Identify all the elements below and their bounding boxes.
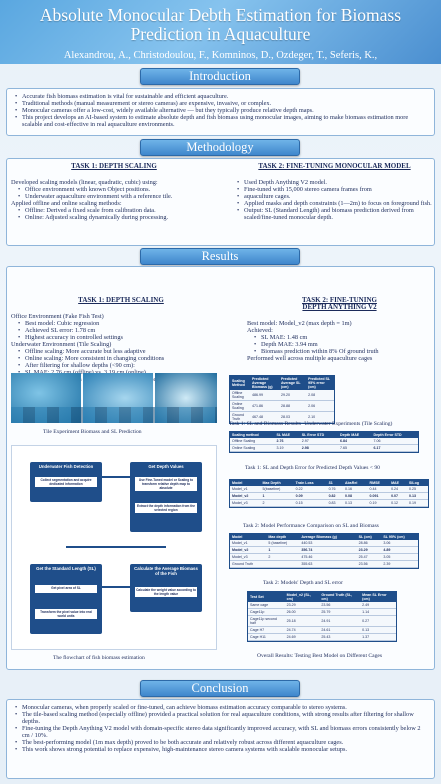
introduction-box xyxy=(6,88,435,136)
table-5-caption: Overall Results: Testing Best Model on Different Cages xyxy=(257,653,383,659)
list-item: • The best-performing model (1m max depth) proved to be both accurate and relatively robust across different aquaculture cages. xyxy=(15,739,426,746)
list-item: • Online: Adjusted scaling dynamically during processing. xyxy=(11,214,217,221)
list-item: • This work shows strong potential to replace expensive, high-maintenance stereo camera systems with scalable monocular setups. xyxy=(15,746,426,753)
table-cell: 486.99 xyxy=(250,390,279,401)
methodology-task1-intro2: Applied offline and online scaling methods: xyxy=(11,200,122,207)
table-3 xyxy=(229,479,429,508)
table-header: Max Depth xyxy=(261,480,294,486)
table-row xyxy=(230,547,418,554)
table-header: Predicted SL 95% error (cm) xyxy=(306,376,334,390)
achieved-label: Achieved: xyxy=(247,327,273,334)
results-banner: Results xyxy=(140,248,300,265)
flow-box-biomass xyxy=(130,564,202,612)
table-cell: 3.05 xyxy=(381,554,418,561)
table-header: Depth MAE xyxy=(338,432,371,438)
table-cell: 3.06 xyxy=(381,540,418,547)
list-item: • Offline: Derived a fixed scale from calibration data. xyxy=(11,207,217,214)
table-header: Predicted Average SL (cm) xyxy=(279,376,306,390)
table-header: Scaling Method xyxy=(230,376,250,390)
office-heading: Office Environment (Fake Fish Test) xyxy=(11,313,104,320)
flow-box-sl-title: Get the Standard Length (SL) xyxy=(36,566,96,571)
table-cell: 7.65 xyxy=(338,445,371,452)
table-cell: 1.37 xyxy=(360,634,396,641)
table-cell: 2 xyxy=(266,554,299,561)
title-line-2: Prediction in Aquaculture xyxy=(130,24,311,44)
list-item: • After filtering for shallow depths (<90 cm): xyxy=(11,362,231,369)
table-cell: 0.27 xyxy=(360,616,396,627)
table-cell: 471.86 xyxy=(250,401,279,412)
flow-inner-sl-a: Get pixel area of SL xyxy=(34,584,98,594)
table-cell: 5 (baseline) xyxy=(266,540,299,547)
table-cell: 24.61 xyxy=(319,627,360,634)
table-cell: Model_v2 xyxy=(230,547,266,554)
methodology-task1-list2 xyxy=(11,207,217,221)
table-cell: Online Scaling xyxy=(230,445,274,452)
conclusion-banner: Conclusion xyxy=(140,680,300,697)
table-header: SL Error STD xyxy=(300,432,338,438)
table-cell: 0.07 xyxy=(389,493,407,500)
flow-inner-depth-a: Use Fine-Tuned model or Scaling to transform relative depth map to absolute xyxy=(134,476,198,492)
table-cell: 28.86 xyxy=(357,540,382,547)
table-cell: 28.03 xyxy=(279,412,306,423)
flow-box-detection-title: Underwater Fish Detection xyxy=(38,464,94,469)
list-item: • Used Depth Anything V2 model. xyxy=(237,179,432,186)
underwater-heading: Underwater Environment (Tile Scaling) xyxy=(11,341,112,348)
table-header: AbsRel xyxy=(343,480,368,486)
methodology-task1 xyxy=(11,163,217,221)
table-header: MAE xyxy=(389,480,407,486)
table-cell: 2.76 xyxy=(274,438,299,445)
results-task1-title: TASK 1: DEPTH SCALING xyxy=(78,296,164,304)
table-header: SILog xyxy=(407,480,428,486)
methodology-task2 xyxy=(237,163,432,221)
authors: Alexandrou, A., Christodoulou, F., Komninos, D., Ozdeger, T., Seferis, K., xyxy=(63,50,378,61)
results-task2 xyxy=(247,297,432,362)
table-header: Mean SL Error (cm) xyxy=(360,592,396,602)
table-cell: 0.25 xyxy=(407,486,428,493)
poster-header xyxy=(0,0,441,64)
table-cell: 0.15 xyxy=(294,500,327,507)
flow-inner-sl-b: Transform the pixel value into real world units xyxy=(34,608,98,620)
poster-title xyxy=(0,0,441,44)
flow-box-depth-title: Get Depth Values xyxy=(148,464,184,469)
table-header: Test Set xyxy=(248,592,285,602)
table-cell: 24.91 xyxy=(319,616,360,627)
table-cell xyxy=(266,561,299,568)
task2-summary: Performed well across multiple aquaculture cages xyxy=(247,355,373,362)
table-header: Model xyxy=(230,480,261,486)
list-item: • Fine-tuned with 15,000 stereo camera frames from xyxy=(237,186,432,193)
table-cell: Ground Truth xyxy=(230,412,250,423)
flow-inner-detection: Collect segmentation and acquire dedicated information xyxy=(34,476,98,488)
list-item: • Achieved SL error: 1.78 cm xyxy=(11,327,231,334)
table-cell: Online Scaling xyxy=(230,401,250,412)
methodology-task2-title: TASK 2: FINE-TUNING MONOCULAR MODEL xyxy=(258,162,411,170)
table-cell: 23.56 xyxy=(319,602,360,609)
methodology-task1-list1 xyxy=(11,186,217,200)
table-cell: 0.44 xyxy=(368,486,390,493)
table-row xyxy=(230,554,418,561)
table-cell: 0.13 xyxy=(360,627,396,634)
table-cell: 0.13 xyxy=(407,493,428,500)
list-item: • Highest accuracy in controlled settings xyxy=(11,334,231,341)
table-header: Average Biomass (g) xyxy=(299,534,356,540)
results-box xyxy=(6,266,435,670)
table-row xyxy=(248,616,396,627)
table-1-caption: Task 1: SL and Biomass Results -Underwater Experiments (Tile Scaling) xyxy=(229,421,393,427)
list-item: • This project develops an AI-based system to estimate absolute depth and fish biomass using monocular images, aiming to make biomass estimation more scalable and cost-effective in real aquaculture environments. xyxy=(15,114,426,128)
results-task1 xyxy=(11,297,231,383)
table-row xyxy=(248,627,396,634)
table-cell: 1.14 xyxy=(360,609,396,616)
table-4 xyxy=(229,533,419,569)
table-row xyxy=(230,500,428,507)
table-cell: 2.97 xyxy=(300,438,338,445)
table-row xyxy=(230,445,418,452)
table-cell: 25.18 xyxy=(285,616,320,627)
table-2 xyxy=(229,431,419,453)
table-cell: 2.06 xyxy=(306,401,334,412)
best-model: Best model: Model_v2 (max depth = 1m) xyxy=(247,320,352,327)
table-cell: 23.29 xyxy=(357,547,382,554)
table-cell: 23.56 xyxy=(357,561,382,568)
list-item: • Online scaling: More consistent in changing conditions xyxy=(11,355,231,362)
table-cell: 24.74 xyxy=(285,627,320,634)
table-cell: 25.47 xyxy=(357,554,382,561)
table-5 xyxy=(247,591,397,642)
table-cell: 0.09 xyxy=(294,493,327,500)
list-item: • Accurate fish biomass estimation is vital for sustainable and efficient aquaculture. xyxy=(15,93,426,100)
table-cell: 1 xyxy=(266,547,299,554)
table-row xyxy=(248,634,396,641)
table-cell: 0.24 xyxy=(389,486,407,493)
list-item: • Fine-tuning the Depth Anything V2 model with domain-specific stereo data significantly improved accuracy, with SL and biomass errors consistently below 2 cm / 10%. xyxy=(15,725,426,739)
table-cell: Model_v3 xyxy=(230,500,261,507)
list-item: • aquaculture cages. xyxy=(237,193,432,200)
table-cell: 28.88 xyxy=(279,401,306,412)
table-cell: 3.19 xyxy=(274,445,299,452)
results-task2-title-line2: DEPTH ANYTHING V2 xyxy=(302,303,377,311)
office-list xyxy=(11,320,231,341)
table-cell: 1 xyxy=(261,493,294,500)
list-item: • Monocular cameras offer a low-cost, widely available alternative — but they typically produce relative depth maps. xyxy=(15,107,426,114)
table-header: SL MAE xyxy=(274,432,299,438)
table-cell: 0.12 xyxy=(389,500,407,507)
task2-results-list xyxy=(247,334,432,355)
table-cell: 24.69 xyxy=(285,634,320,641)
methodology-banner: Methodology xyxy=(140,139,300,156)
table-cell: 467.48 xyxy=(250,412,279,423)
flow-inner-depth-b: Extract the depth information from the selected region xyxy=(134,502,198,514)
table-3-caption: Task 2: Model Performance Comparison on SL and Biomass xyxy=(243,523,379,529)
table-cell: 23.29 xyxy=(285,602,320,609)
table-cell: 0.091 xyxy=(368,493,390,500)
table-cell: Model_v1 xyxy=(230,486,261,493)
table-2-caption: Task 1: SL and Depth Error for Predicted Depth Values < 90 xyxy=(245,465,380,471)
methodology-task2-list xyxy=(237,179,432,221)
flowchart-caption: The flowchart of fish biomass estimation xyxy=(53,655,145,661)
tile-image-strip xyxy=(11,407,217,423)
list-item: • Depth MAE: 3.94 mm xyxy=(247,341,432,348)
flow-arrow-connector xyxy=(66,546,166,548)
flow-box-sl xyxy=(30,564,102,634)
table-header: Train Loss xyxy=(294,480,327,486)
introduction-list xyxy=(7,89,434,132)
list-item: • Biomass prediction within 8% Of ground truth xyxy=(247,348,432,355)
flowchart xyxy=(11,445,217,650)
table-cell: 2.08 xyxy=(306,390,334,401)
list-item: • Offline scaling: More accurate but less adaptive xyxy=(11,348,231,355)
methodology-task1-title: TASK 1: DEPTH SCALING xyxy=(71,162,157,170)
table-cell: 475.46 xyxy=(299,554,356,561)
table-cell: 0.08 xyxy=(343,493,368,500)
table-cell: 0.76 xyxy=(327,486,343,493)
table-cell: 5(baseline) xyxy=(261,486,294,493)
table-cell: 0.22 xyxy=(294,486,327,493)
list-item: • Applied masks and depth constraints (1—2m) to focus on foreground fish. xyxy=(237,200,432,207)
flow-inner-biomass: Calculate the weight value according to the length value xyxy=(134,586,198,598)
table-cell: 0.19 xyxy=(407,500,428,507)
table-header: δ1 xyxy=(327,480,343,486)
table-row xyxy=(230,401,334,412)
table-row xyxy=(248,609,396,616)
table-cell: 26.00 xyxy=(285,609,320,616)
list-item: • Best model: Cubic regression xyxy=(11,320,231,327)
table-header: Max depth xyxy=(266,534,299,540)
table-1 xyxy=(229,375,335,424)
table-cell: 355.63 xyxy=(299,561,356,568)
table-row xyxy=(230,390,334,401)
table-cell: 29.20 xyxy=(279,390,306,401)
list-item: • Traditional methods (manual measurement or stereo cameras) are expensive, invasive, or complex. xyxy=(15,100,426,107)
table-cell: 6.84 xyxy=(338,438,371,445)
table-header: SL (cm) xyxy=(357,534,382,540)
table-cell: 0.13 xyxy=(343,500,368,507)
table-cell: 440.53 xyxy=(299,540,356,547)
table-cell: 2.10 xyxy=(306,412,334,423)
table-cell: 4.89 xyxy=(381,547,418,554)
list-item: • Underwater aquaculture environment with a reference tile. xyxy=(11,193,217,200)
table-cell: 0.82 xyxy=(327,493,343,500)
introduction-banner: Introduction xyxy=(140,68,300,85)
table-cell: 7.06 xyxy=(372,438,419,445)
conclusion-box xyxy=(6,699,435,779)
table-cell: Ground Truth xyxy=(230,561,266,568)
table-header: Model xyxy=(230,534,266,540)
table-cell: Cage11p second half xyxy=(248,616,285,627)
results-task2-title-line1: TASK 2: FINE-TUNING xyxy=(302,296,377,304)
table-header: Scaling method xyxy=(230,432,274,438)
table-cell: 2 xyxy=(261,500,294,507)
table-cell: 25.79 xyxy=(319,609,360,616)
table-header: RMSE xyxy=(368,480,390,486)
list-item: • Monocular cameras, when properly scaled or fine-tuned, can achieve biomass estimation accuracy comparable to stereo systems. xyxy=(15,704,426,711)
flow-arrow-right-2 xyxy=(102,586,130,588)
table-4-caption: Task 2: Models' Depth and SL error xyxy=(263,580,343,586)
tile-caption: Tile Experiment Biomass and SL Prediction xyxy=(43,429,142,435)
table-header: Model_v2 (SL, cm) xyxy=(285,592,320,602)
table-cell: 0.16 xyxy=(343,486,368,493)
table-cell: 2.49 xyxy=(360,602,396,609)
table-cell: Model_v3 xyxy=(230,554,266,561)
list-item: • SL MAE: 1.48 cm xyxy=(247,334,432,341)
table-header: Predicted Average Biomass (g) xyxy=(250,376,279,390)
flow-box-detection xyxy=(30,462,102,502)
table-cell: 6.17 xyxy=(372,445,419,452)
flow-arrow-right xyxy=(102,476,130,478)
table-cell: 0.83 xyxy=(327,500,343,507)
title-line-1: Absolute Monocular Debth Estimation for Biomass xyxy=(39,5,402,25)
table-header: Ground Truth (SL, cm) xyxy=(319,592,360,602)
table-cell: Same cage xyxy=(248,602,285,609)
table-row xyxy=(230,561,418,568)
list-item: • Office environment with known Object positions. xyxy=(11,186,217,193)
table-cell: 25.43 xyxy=(319,634,360,641)
methodology-task1-intro: Developed scaling models (linear, quadratic, cubic) using: xyxy=(11,179,158,186)
table-cell: 356.74 xyxy=(299,547,356,554)
table-header: Depth Error STD xyxy=(372,432,419,438)
list-item: • Output: SL (Standard Length) and biomass prediction derived from scaled/fine-tuned monocular depth. xyxy=(237,207,432,221)
flow-box-biomass-title: Calculate the Average Biomass of the Fish xyxy=(134,566,198,576)
table-cell: 0.19 xyxy=(368,500,390,507)
table-cell: Cage H7 xyxy=(248,627,285,634)
conclusion-list xyxy=(7,700,434,757)
table-cell: Offline Scaling xyxy=(230,390,250,401)
table-cell: Model_v2 xyxy=(230,493,261,500)
table-cell: Cage11p xyxy=(248,609,285,616)
results-task2-title xyxy=(247,297,432,311)
table-row xyxy=(230,493,428,500)
table-cell: 2.39 xyxy=(381,561,418,568)
table-cell: Model_v1 xyxy=(230,540,266,547)
table-cell: Cage H11 xyxy=(248,634,285,641)
table-header: SL 95% (cm) xyxy=(381,534,418,540)
flow-box-depth xyxy=(130,462,202,532)
methodology-box xyxy=(6,158,435,246)
table-cell: Offline Scaling xyxy=(230,438,274,445)
list-item: • The tile-based scaling method (especially offline) provided a practical solution for real aquaculture conditions, with strong results after filtering for shallow depths. xyxy=(15,711,426,725)
table-cell: 2.98 xyxy=(300,445,338,452)
